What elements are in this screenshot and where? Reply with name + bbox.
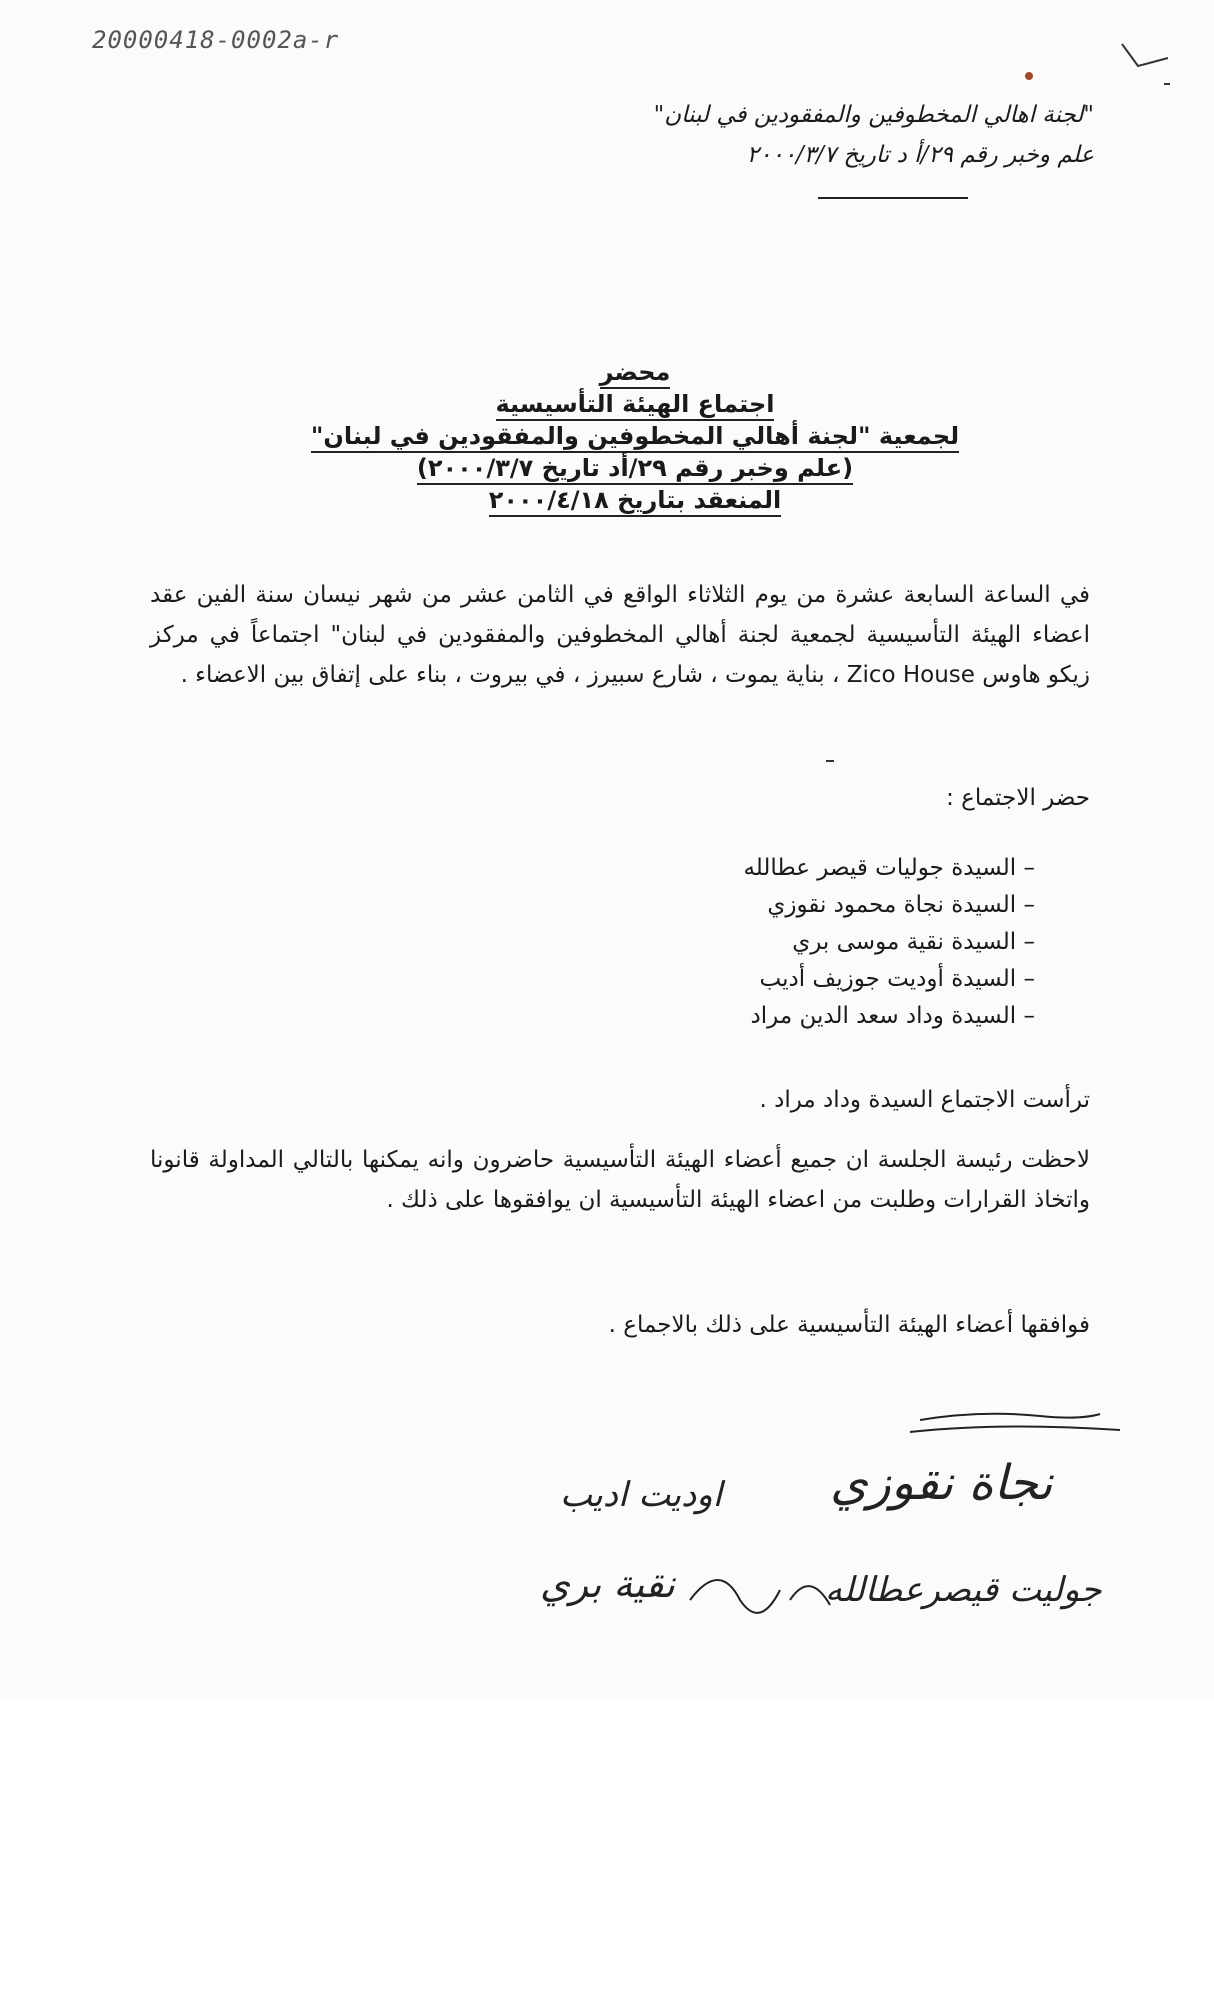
reference-header [534,95,1094,175]
minutes-title [220,356,1050,516]
ink-dot [1025,72,1033,80]
reference-underline [818,197,968,199]
title-date: المنعقد بتاريخ ٢٠٠٠/٤/١٨ [489,486,782,517]
signature-najat: نجاة نقوزي [830,1455,1053,1511]
attendance-heading: حضر الاجتماع : [946,785,1090,811]
attendee-item: – السيدة أوديت جوزيف أديب [560,961,1035,998]
signature-odette: اوديت اديب [560,1475,723,1515]
quorum-paragraph: لاحظت رئيسة الجلسة ان جميع أعضاء الهيئة التأسيسية حاضرون وانه يمكنها بالتالي المداولة قانونا واتخاذ القرارات وطلبت من اعضاء الهيئة التأسيسية ان يوافقوها على ذلك . [150,1147,1090,1213]
title-meeting: اجتماع الهيئة التأسيسية [496,390,775,421]
attendee-item: – السيدة وداد سعد الدين مراد [560,998,1035,1035]
title-minutes-word: محضر [600,358,671,389]
attendee-list [560,850,1035,1035]
signature-area [480,1400,1170,1660]
reference-registration: علم وخبر رقم ٢٩/أ د تاريخ ٢٠٠٠/٣/٧ [746,142,1094,168]
intro-paragraph: في الساعة السابعة عشرة من يوم الثلاثاء الواقع في الثامن عشر من شهر نيسان سنة الفين عقد اعضاء الهيئة التأسيسية لجمعية لجنة أهالي المخطوفين والمفقودين في لبنان" اجتماعاً في مركز زيكو هاوس Zico House ، بناية يموت ، شارع سبيرز ، في بيروت ، بناء على إتفاق بين الاعضاء . [150,582,1090,688]
signature-juliette: جوليت قيصرعطالله [825,1570,1102,1610]
approval-paragraph: فوافقها أعضاء الهيئة التأسيسية على ذلك بالاجماع . [608,1312,1090,1338]
attendee-item: – السيدة نجاة محمود نقوزي [560,887,1035,924]
reference-association-name: "لجنة اهالي المخطوفين والمفقودين في لبنان" [653,102,1094,128]
title-association: لجمعية "لجنة أهالي المخطوفين والمفقودين في لبنان" [311,422,959,453]
archive-id: 20000418-0002a-r [92,26,340,54]
corner-tick-mark [1118,40,1174,90]
chair-note: ترأست الاجتماع السيدة وداد مراد . [759,1087,1090,1113]
signature-strokes [480,1400,1170,1660]
title-registration: (علم وخبر رقم ٢٩/أد تاريخ ٢٠٠٠/٣/٧) [417,454,853,485]
separator-dash [826,760,834,762]
signature-naqia: نقية بري [540,1562,676,1606]
attendee-item: – السيدة جوليات قيصر عطالله [560,850,1035,887]
attendee-item: – السيدة نقية موسى بري [560,924,1035,961]
